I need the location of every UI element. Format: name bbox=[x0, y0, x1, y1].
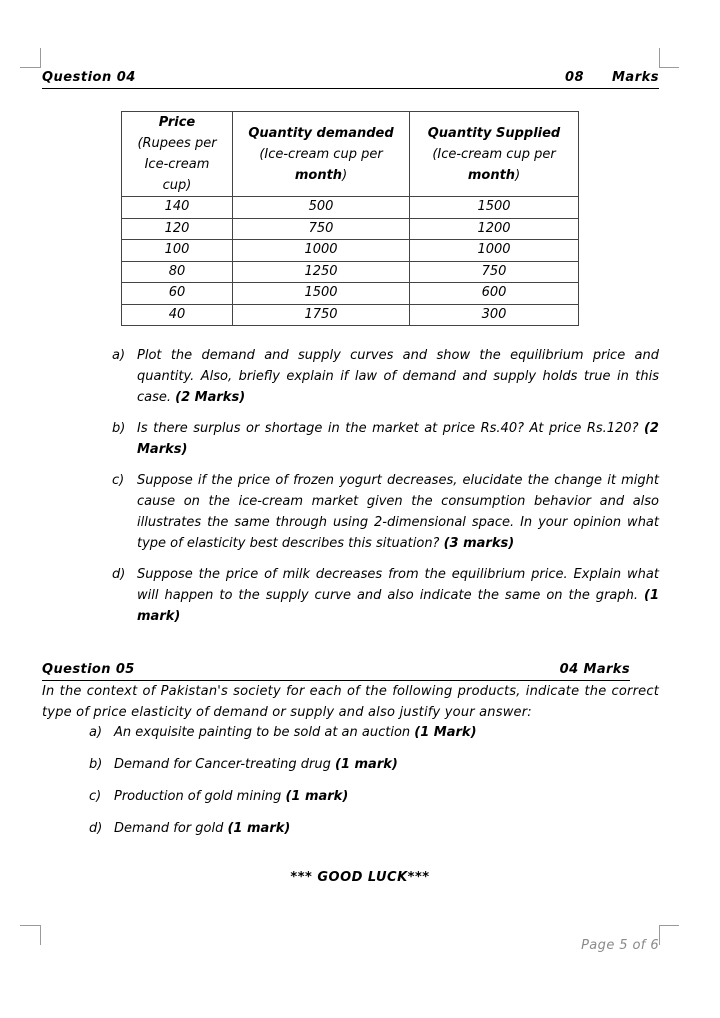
crop-mark-bottom-left-h bbox=[20, 925, 40, 926]
table-row bbox=[122, 261, 579, 283]
part-marks: (1 mark) bbox=[335, 757, 398, 772]
table-cell-supplied: 1500 bbox=[410, 197, 579, 219]
part-label: a) bbox=[112, 348, 126, 363]
table-cell-supplied: 1000 bbox=[410, 240, 579, 262]
header-demanded-month: month bbox=[294, 167, 343, 183]
crop-mark-bottom-right-h bbox=[659, 925, 679, 926]
table-row bbox=[122, 218, 579, 240]
header-price-line-2: (Rupees per bbox=[137, 136, 217, 151]
table-row bbox=[122, 283, 579, 305]
header-supplied-unit: (Ice-cream cup per bbox=[432, 146, 556, 162]
table-cell-demanded: 1250 bbox=[233, 261, 410, 283]
table-row bbox=[122, 240, 579, 262]
header-price-line-3: Ice-cream bbox=[144, 157, 210, 172]
crop-mark-bottom-right bbox=[659, 925, 660, 945]
part-text: Suppose the price of milk decreases from the equilibrium price. Explain what will happen to the supply curve and also indicate the same on the graph. bbox=[137, 567, 659, 603]
list-item bbox=[89, 722, 649, 743]
part-label: c) bbox=[89, 789, 102, 804]
header-price-line-1: Price bbox=[158, 115, 196, 130]
part-marks: (2 Marks) bbox=[175, 390, 246, 405]
table-cell-demanded: 500 bbox=[233, 197, 410, 219]
table-cell-supplied: 1200 bbox=[410, 218, 579, 240]
list-item bbox=[112, 418, 659, 460]
table-cell-demanded: 750 bbox=[233, 218, 410, 240]
table-cell-supplied: 300 bbox=[410, 304, 579, 326]
part-marks: (1 mark) bbox=[285, 789, 349, 804]
header-demanded-close: ) bbox=[342, 167, 348, 183]
crop-mark-top-right bbox=[659, 48, 660, 68]
table-cell-price: 60 bbox=[122, 283, 233, 305]
header-demanded-unit: (Ice-cream cup per bbox=[259, 146, 383, 162]
part-label: c) bbox=[112, 473, 125, 488]
table-cell-price: 40 bbox=[122, 304, 233, 326]
good-luck-text: *** GOOD LUCK*** bbox=[290, 870, 430, 885]
list-item bbox=[112, 345, 659, 408]
table-cell-demanded: 1750 bbox=[233, 304, 410, 326]
part-label: d) bbox=[112, 567, 126, 582]
part-text: Plot the demand and supply curves and show the equilibrium price and quantity. Also, briefly explain if law of demand and supply holds true in this case. bbox=[137, 348, 659, 405]
part-label: d) bbox=[89, 821, 103, 836]
header-demanded-title: Quantity demanded bbox=[248, 125, 394, 141]
part-text: An exquisite painting to be sold at an auction bbox=[114, 725, 411, 740]
price-quantity-table bbox=[121, 111, 579, 326]
part-label: a) bbox=[89, 725, 103, 740]
table-cell-price: 100 bbox=[122, 240, 233, 262]
list-item bbox=[89, 818, 649, 839]
crop-mark-top-left-h bbox=[20, 67, 40, 68]
question-5-marks: 04 Marks bbox=[559, 662, 630, 677]
crop-mark-top-left bbox=[40, 48, 41, 68]
list-item bbox=[112, 564, 659, 627]
question-5-intro: In the context of Pakistan's society for each of the following products, indicate the correct type of price elasticity of demand or supply and also justify your answer: bbox=[42, 684, 659, 720]
crop-mark-top-right-h bbox=[659, 67, 679, 68]
table-cell-price: 140 bbox=[122, 197, 233, 219]
list-item bbox=[112, 470, 659, 554]
table-header-row bbox=[122, 112, 579, 197]
page-number: Page 5 of 6 bbox=[581, 938, 659, 953]
part-marks: (1 mark) bbox=[137, 588, 659, 624]
header-quantity-supplied bbox=[410, 112, 579, 197]
table-cell-demanded: 1500 bbox=[233, 283, 410, 305]
list-item bbox=[89, 754, 649, 775]
crop-mark-bottom-left bbox=[40, 925, 41, 945]
part-text: Demand for gold bbox=[114, 821, 224, 836]
table-row bbox=[122, 304, 579, 326]
header-supplied-title: Quantity Supplied bbox=[427, 125, 561, 141]
table-cell-demanded: 1000 bbox=[233, 240, 410, 262]
header-price bbox=[122, 112, 233, 197]
part-text: Demand for Cancer-treating drug bbox=[114, 757, 331, 772]
header-supplied-month: month bbox=[467, 167, 516, 183]
part-marks: (1 Mark) bbox=[414, 725, 477, 740]
header-supplied-close: ) bbox=[515, 167, 521, 183]
header-quantity-demanded bbox=[233, 112, 410, 197]
table-cell-supplied: 750 bbox=[410, 261, 579, 283]
part-marks: (3 marks) bbox=[443, 536, 515, 551]
part-label: b) bbox=[89, 757, 103, 772]
question-4-header bbox=[42, 70, 659, 89]
part-marks: (1 mark) bbox=[227, 821, 291, 836]
question-5-header bbox=[42, 662, 630, 681]
question-4-marks-label: Marks bbox=[611, 70, 659, 85]
part-label: b) bbox=[112, 421, 126, 436]
part-marks: (2 Marks) bbox=[137, 421, 659, 457]
table-cell-price: 80 bbox=[122, 261, 233, 283]
question-4-title: Question 04 bbox=[42, 70, 136, 85]
question-5-parts bbox=[89, 722, 649, 839]
question-5-title: Question 05 bbox=[42, 662, 135, 677]
part-text: Suppose if the price of frozen yogurt decreases, elucidate the change it might cause on the ice-cream market given the consumption behavior and also illustrates the same through using 2-dimensional space. In your opinion what type of elasticity best describes this situation? bbox=[137, 473, 659, 551]
table-cell-price: 120 bbox=[122, 218, 233, 240]
table-row bbox=[122, 197, 579, 219]
table-cell-supplied: 600 bbox=[410, 283, 579, 305]
part-text: Is there surplus or shortage in the market at price Rs.40? At price Rs.120? bbox=[137, 421, 639, 436]
question-4-marks-number: 08 bbox=[565, 70, 585, 85]
header-price-line-4: cup) bbox=[162, 178, 192, 193]
part-text: Production of gold mining bbox=[114, 789, 282, 804]
list-item bbox=[89, 786, 649, 807]
question-4-parts bbox=[112, 345, 659, 627]
